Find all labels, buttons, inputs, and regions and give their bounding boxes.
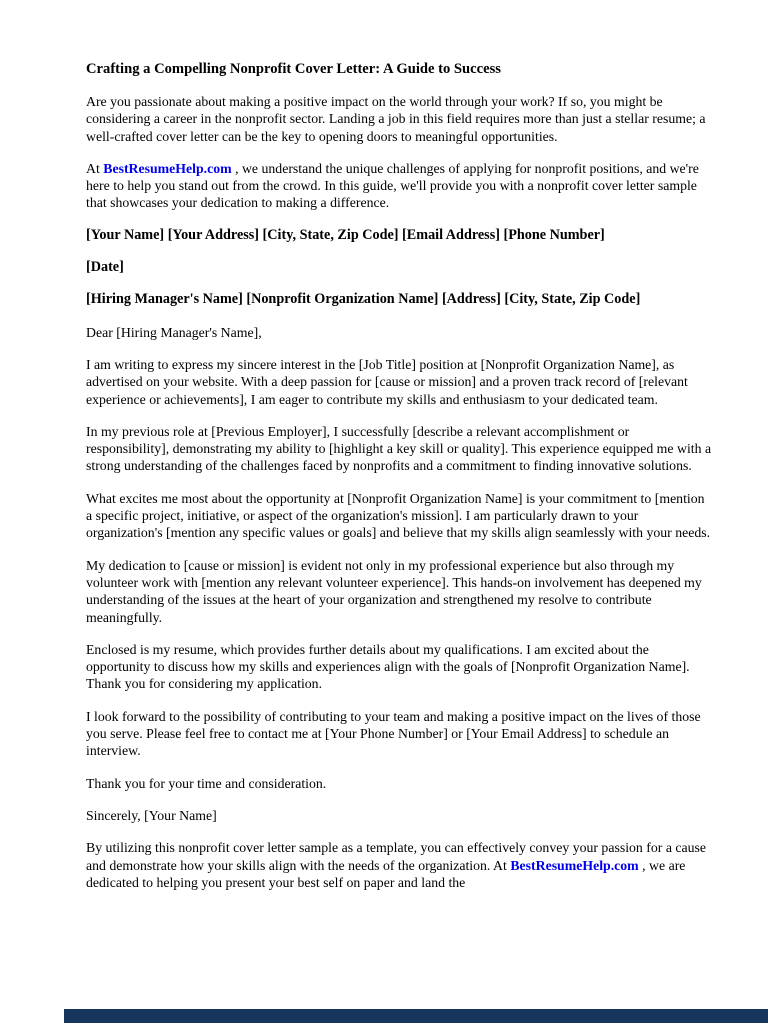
body-text: Are you passionate about making a positive impact on the world through your work? If so, you might be considering a career in the nonprofit sector. Landing a job in this field requires more than just a stellar resume; a well-crafted cover letter can be the key to opening doors to meaningful opportunities. [86, 94, 706, 144]
paragraph-3 [86, 227, 714, 244]
body-text: My dedication to [cause or mission] is evident not only in my professional experience but also through my volunteer work with [mention any relevant volunteer experience]. This hands-on involvement has deepened my understanding of the issues at the heart of your organization and strengthened my resolve to contribute meaningfully. [86, 557, 702, 625]
document-body [86, 60, 714, 906]
body-text: I am writing to express my sincere interest in the [Job Title] position at [Nonprofit Organization Name], as advertised on your website. With a deep passion for [cause or mission] and a proven track record of [relevant experience or achievements], I am eager to contribute my skills and enthusiasm to your dedicated team. [86, 356, 688, 407]
paragraph-4 [86, 259, 714, 276]
paragraph-list [86, 93, 714, 891]
paragraph-12 [86, 708, 714, 760]
paragraph-15 [86, 839, 714, 891]
body-text: I look forward to the possibility of contributing to your team and making a positive impact on the lives of those you serve. Please feel free to contact me at [Your Phone Number] or [Your Email Address] to schedule an interview. [86, 708, 701, 759]
bold-text: [Your Name] [Your Address] [City, State, Zip Code] [Email Address] [Phone Number] [86, 226, 605, 243]
body-text: By utilizing this nonprofit cover letter sample as a template, you can effectively convey your passion for a cause and demonstrate how your skills align with the needs of the organization. At [86, 840, 707, 873]
paragraph-10 [86, 557, 714, 626]
body-text: Thank you for your time and consideration. [86, 775, 327, 791]
paragraph-13 [86, 775, 714, 792]
bestresumehelp-link[interactable]: BestResumeHelp.com [103, 160, 232, 176]
paragraph-6 [86, 324, 714, 341]
body-text: , we are dedicated to helping you present your best self on paper and land the [86, 857, 686, 890]
paragraph-8 [86, 423, 714, 475]
paragraph-1 [86, 93, 714, 145]
body-text: Dear [Hiring Manager's Name], [86, 324, 262, 340]
body-text: In my previous role at [Previous Employer], I successfully [describe a relevant accomplishment or responsibility], demonstrating my ability to [highlight a key skill or quality]. This experience equipped me with a strong understanding of the challenges faced by nonprofits and a commitment to finding innovative solutions. [86, 423, 712, 474]
paragraph-5 [86, 291, 714, 308]
document-title: Crafting a Compelling Nonprofit Cover Letter: A Guide to Success [86, 61, 501, 77]
bestresumehelp-link[interactable]: BestResumeHelp.com [510, 857, 639, 873]
bold-text: [Date] [86, 259, 124, 276]
next-page-divider-bar [64, 1009, 768, 1023]
paragraph-2 [86, 160, 714, 212]
paragraph-14 [86, 807, 714, 824]
paragraph-7 [86, 356, 714, 408]
body-text: At [86, 160, 104, 176]
body-text: Enclosed is my resume, which provides further details about my qualifications. I am excited about the opportunity to discuss how my skills and experiences align with the goals of [Nonprofit Organization Name]. Thank you for considering my application. [86, 641, 690, 692]
bold-text: [Hiring Manager's Name] [Nonprofit Organization Name] [Address] [City, State, Zip Code] [86, 291, 641, 308]
body-text: What excites me most about the opportunity at [Nonprofit Organization Name] is your commitment to [mention a specific project, initiative, or aspect of the organization's mission]. I am particularly drawn to your organization's [mention any specific values or goals] and believe that my skills align seamlessly with your needs. [86, 490, 711, 541]
body-text: , we understand the unique challenges of applying for nonprofit positions, and we're here to help you stand out from the crowd. In this guide, we'll provide you with a nonprofit cover letter sample that showcases your dedication to making a difference. [86, 160, 699, 211]
paragraph-11 [86, 641, 714, 693]
paragraph-9 [86, 490, 714, 542]
body-text: Sincerely, [Your Name] [86, 807, 217, 823]
